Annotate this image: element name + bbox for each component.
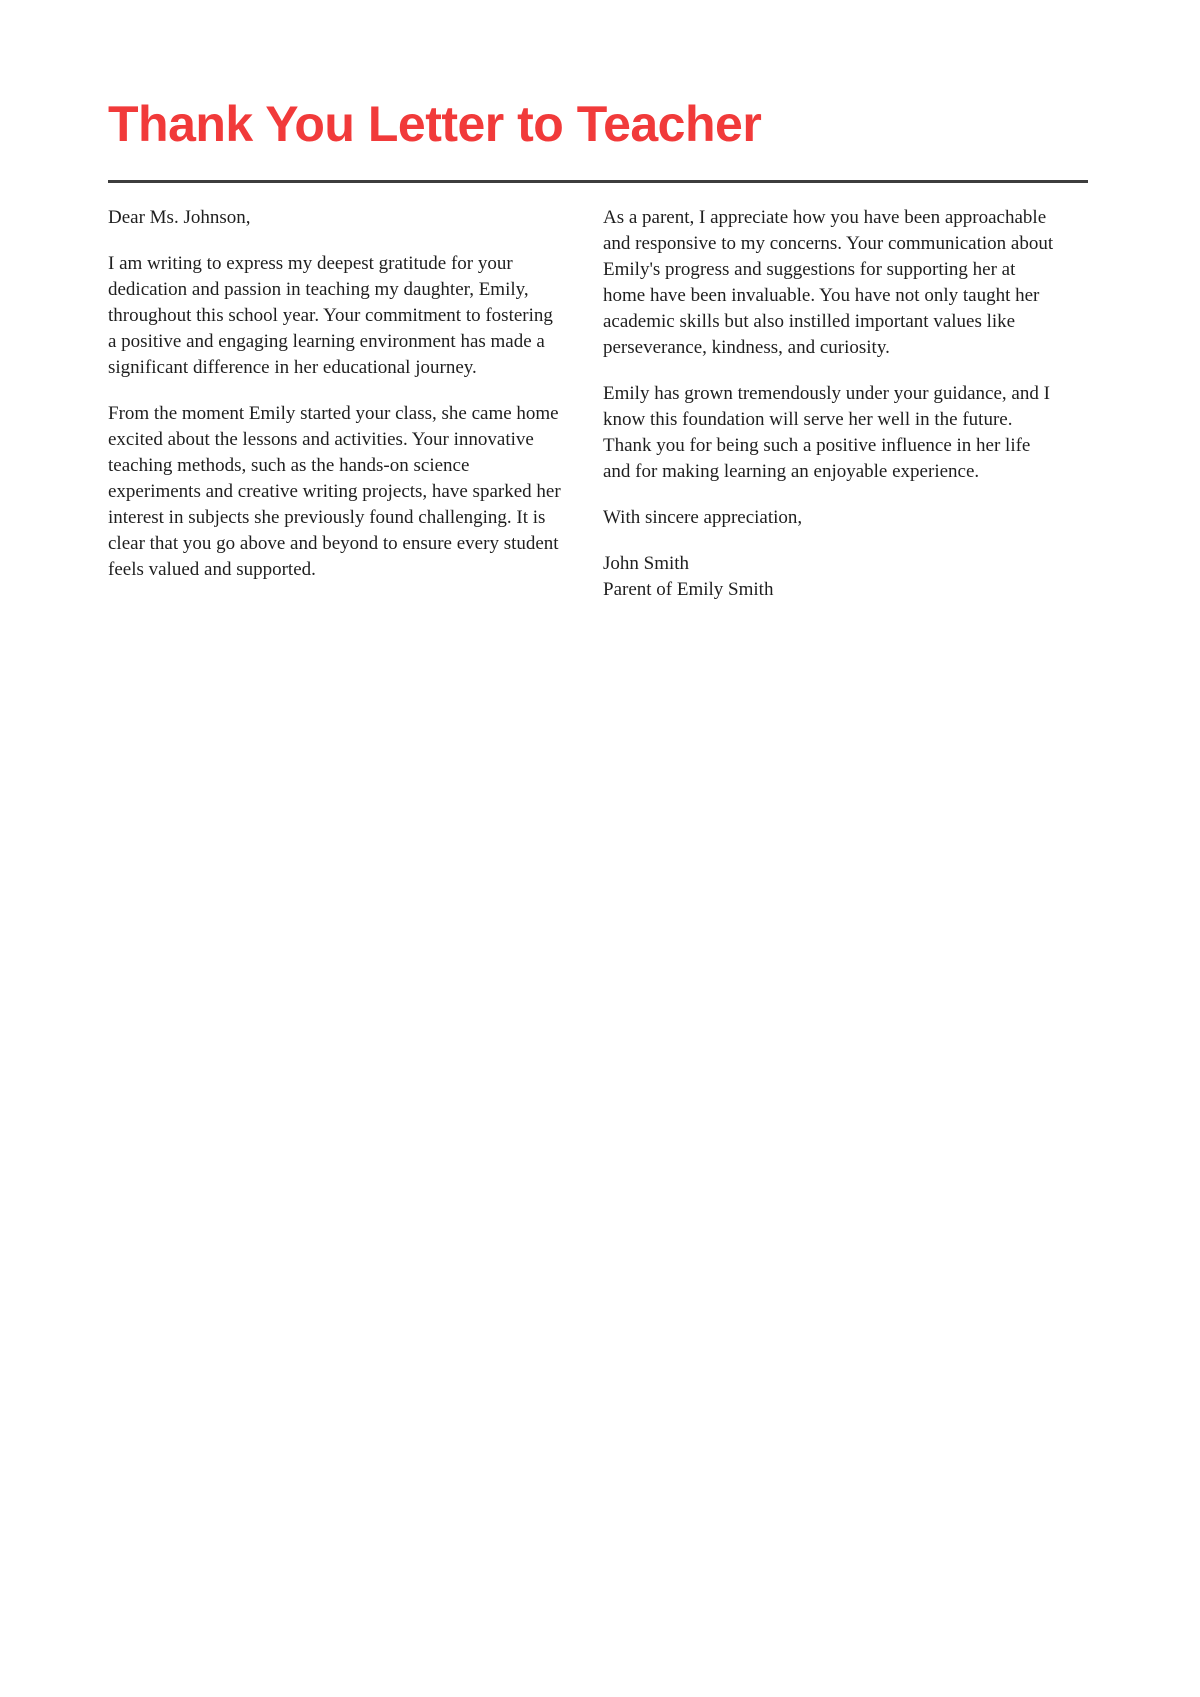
letter-paragraph: Emily has grown tremendously under your guidance, and I know this foundation will serve her well in the future. Thank you for being such a positive influence in her life and for making learning an enjoyable experience. — [603, 383, 1050, 482]
signature-role: Parent of Emily Smith — [603, 579, 774, 600]
title-divider — [108, 180, 1088, 183]
letter-paragraph: From the moment Emily started your class, she came home excited about the lessons and activities. Your innovative teaching methods, such as the hands-on science experiments and creative writing projects, have sparked her interest in subjects she previously found challenging. It is clear that you go above and beyond to ensure every student feels valued and supported. — [108, 403, 561, 580]
signature-block — [603, 551, 1058, 603]
letter-column-right — [603, 205, 1058, 603]
letter-closing: With sincere appreciation, — [603, 507, 803, 528]
page-title: Thank You Letter to Teacher — [108, 96, 762, 152]
letter-paragraph: As a parent, I appreciate how you have been approachable and responsive to my concerns. Your communication about Emily's progress and suggestions for supporting her at home have been invaluable. You have not only taught her academic skills but also instilled important values like perseverance, kindness, and curiosity. — [603, 207, 1054, 358]
letter-body — [108, 205, 1088, 603]
letter-column-left — [108, 205, 563, 603]
signature-name: John Smith — [603, 553, 690, 574]
letter-greeting: Dear Ms. Johnson, — [108, 207, 251, 228]
letter-paragraph: I am writing to express my deepest gratitude for your dedication and passion in teaching my daughter, Emily, throughout this school year. Your commitment to fostering a positive and engaging learning environment has made a significant difference in her educational journey. — [108, 253, 553, 378]
